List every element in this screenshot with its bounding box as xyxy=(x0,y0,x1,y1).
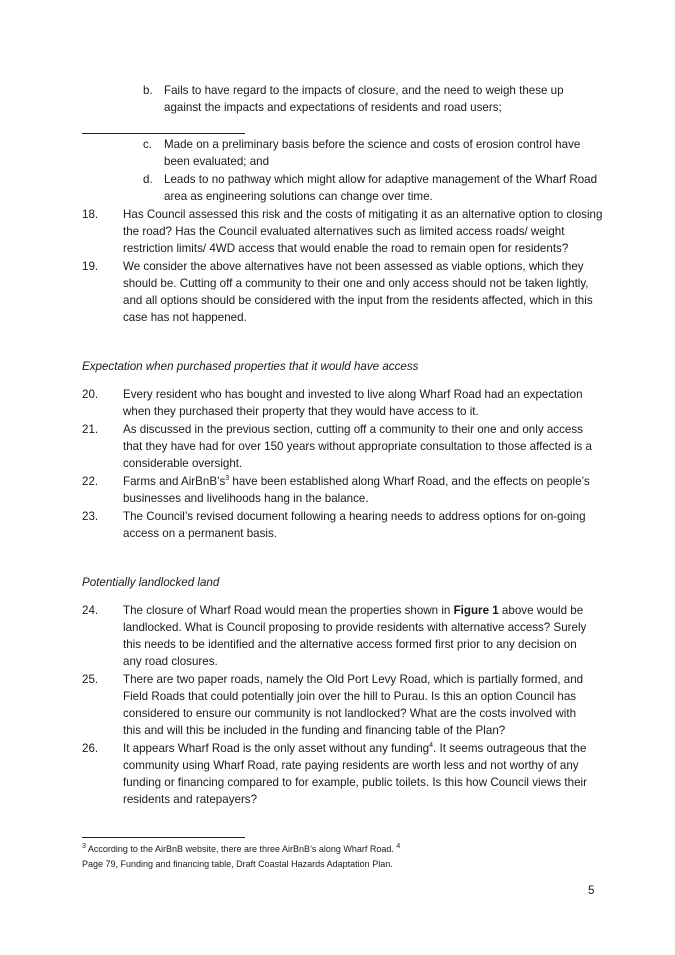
p24-line-1-post: above would be xyxy=(498,604,584,617)
paragraph-number-18: 18. xyxy=(82,208,99,221)
page-number: 5 xyxy=(588,885,595,897)
footnote-3 xyxy=(82,843,400,856)
footnote-marker-4: 4 xyxy=(396,843,401,850)
section-heading-landlocked: Potentially landlocked land xyxy=(82,576,220,589)
p26-line-1-pre: It appears Wharf Road is the only asset without any funding xyxy=(123,742,430,755)
p24-line-3: this needs to be identified and the alternative access formed first prior to any decision on xyxy=(123,638,577,651)
p23-line-2: access on a permanent basis. xyxy=(123,527,278,540)
p18-line-1: Has Council assessed this risk and the costs of mitigating it as an alternative option to closing xyxy=(123,208,603,221)
item-d-line-2: area as engineering solutions can change over time. xyxy=(164,190,433,203)
p21-line-1: As discussed in the previous section, cutting off a community to their one and only access xyxy=(123,423,583,436)
p25-line-1: There are two paper roads, namely the Old Port Levy Road, which is partially formed, and xyxy=(123,673,584,686)
p19-line-4: case has not happened. xyxy=(123,311,247,324)
figure-reference: Figure 1 xyxy=(453,604,499,617)
footnote-separator xyxy=(82,837,245,838)
footnote-separator-top xyxy=(82,133,245,134)
footnote-4: Page 79, Funding and financing table, Draft Coastal Hazards Adaptation Plan. xyxy=(82,859,393,869)
footnote-ref-4: 4 xyxy=(429,742,434,750)
footnote-marker-3: 3 xyxy=(82,843,86,850)
p22-line-1-pre: Farms and AirBnB’s xyxy=(123,475,226,488)
item-label-d: d. xyxy=(143,173,153,186)
paragraph-number-24: 24. xyxy=(82,604,99,617)
p26-line-2: community using Wharf Road, rate paying residents are worth less and not worthy of any xyxy=(123,759,579,772)
p26-line-3: funding or financing compared to for example, public toilets. Is this how Council views their xyxy=(123,776,587,789)
item-label-b: b. xyxy=(143,84,153,97)
item-d-line-1: Leads to no pathway which might allow for adaptive management of the Wharf Road xyxy=(164,173,598,186)
paragraph-number-19: 19. xyxy=(82,260,99,273)
paragraph-number-22: 22. xyxy=(82,475,99,488)
paragraph-number-21: 21. xyxy=(82,423,99,436)
p22-line-1 xyxy=(123,474,590,490)
p26-line-1-post: . It seems outrageous that the xyxy=(433,742,587,755)
p19-line-3: and all options should be considered with the input from the residents affected, which in this xyxy=(123,294,593,307)
p22-line-2: businesses and livelihoods hang in the balance. xyxy=(123,492,369,505)
p25-line-3: considered to ensure our community is not landlocked? What are the costs involved with xyxy=(123,707,577,720)
p23-line-1: The Council’s revised document following a hearing needs to address options for on-going xyxy=(123,510,586,523)
p20-line-1: Every resident who has bought and invested to live along Wharf Road had an expectation xyxy=(123,388,583,401)
p26-line-1 xyxy=(123,741,586,757)
p24-line-2: landlocked. What is Council proposing to provide residents with alternative access? Surely xyxy=(123,621,587,634)
p18-line-3: restriction limits/ 4WD access that would enable the road to remain open for residents? xyxy=(123,242,569,255)
p25-line-4: this and will this be included in the funding and financing table of the Plan? xyxy=(123,724,506,737)
p22-line-1-post: have been established along Wharf Road, and the effects on people’s xyxy=(229,475,590,488)
footnote-ref-3: 3 xyxy=(225,475,230,483)
p19-line-1: We consider the above alternatives have not been assessed as viable options, which they xyxy=(123,260,584,273)
paragraph-number-26: 26. xyxy=(82,742,99,755)
p26-line-4: residents and ratepayers? xyxy=(123,793,258,806)
item-c-line-1: Made on a preliminary basis before the science and costs of erosion control have xyxy=(164,138,581,151)
p24-line-4: any road closures. xyxy=(123,655,218,668)
p20-line-2: when they purchased their property that they would have access to it. xyxy=(123,405,479,418)
p24-line-1-pre: The closure of Wharf Road would mean the properties shown in xyxy=(123,604,454,617)
item-b-line-2: against the impacts and expectations of residents and road users; xyxy=(164,101,502,114)
paragraph-number-23: 23. xyxy=(82,510,99,523)
p19-line-2: should be. Cutting off a community to their one and only access should not be taken lightly, xyxy=(123,277,589,290)
p21-line-3: considerable oversight. xyxy=(123,457,243,470)
item-label-c: c. xyxy=(143,138,153,151)
p21-line-2: that they have had for over 150 years without appropriate consultation to those affected is a xyxy=(123,440,592,453)
paragraph-number-20: 20. xyxy=(82,388,99,401)
section-heading-access-expectation: Expectation when purchased properties that it would have access xyxy=(82,360,419,373)
p18-line-2: the road? Has the Council evaluated alternatives such as limited access roads/ weight xyxy=(123,225,565,238)
item-c-line-2: been evaluated; and xyxy=(164,155,270,168)
p25-line-2: Field Roads that could potentially join over the hill to Purau. Is this an option Council has xyxy=(123,690,577,703)
p24-line-1 xyxy=(123,603,583,619)
footnote-3-text: According to the AirBnB website, there are three AirBnB’s along Wharf Road. xyxy=(85,844,397,854)
item-b-line-1: Fails to have regard to the impacts of closure, and the need to weigh these up xyxy=(164,84,564,97)
paragraph-number-25: 25. xyxy=(82,673,99,686)
